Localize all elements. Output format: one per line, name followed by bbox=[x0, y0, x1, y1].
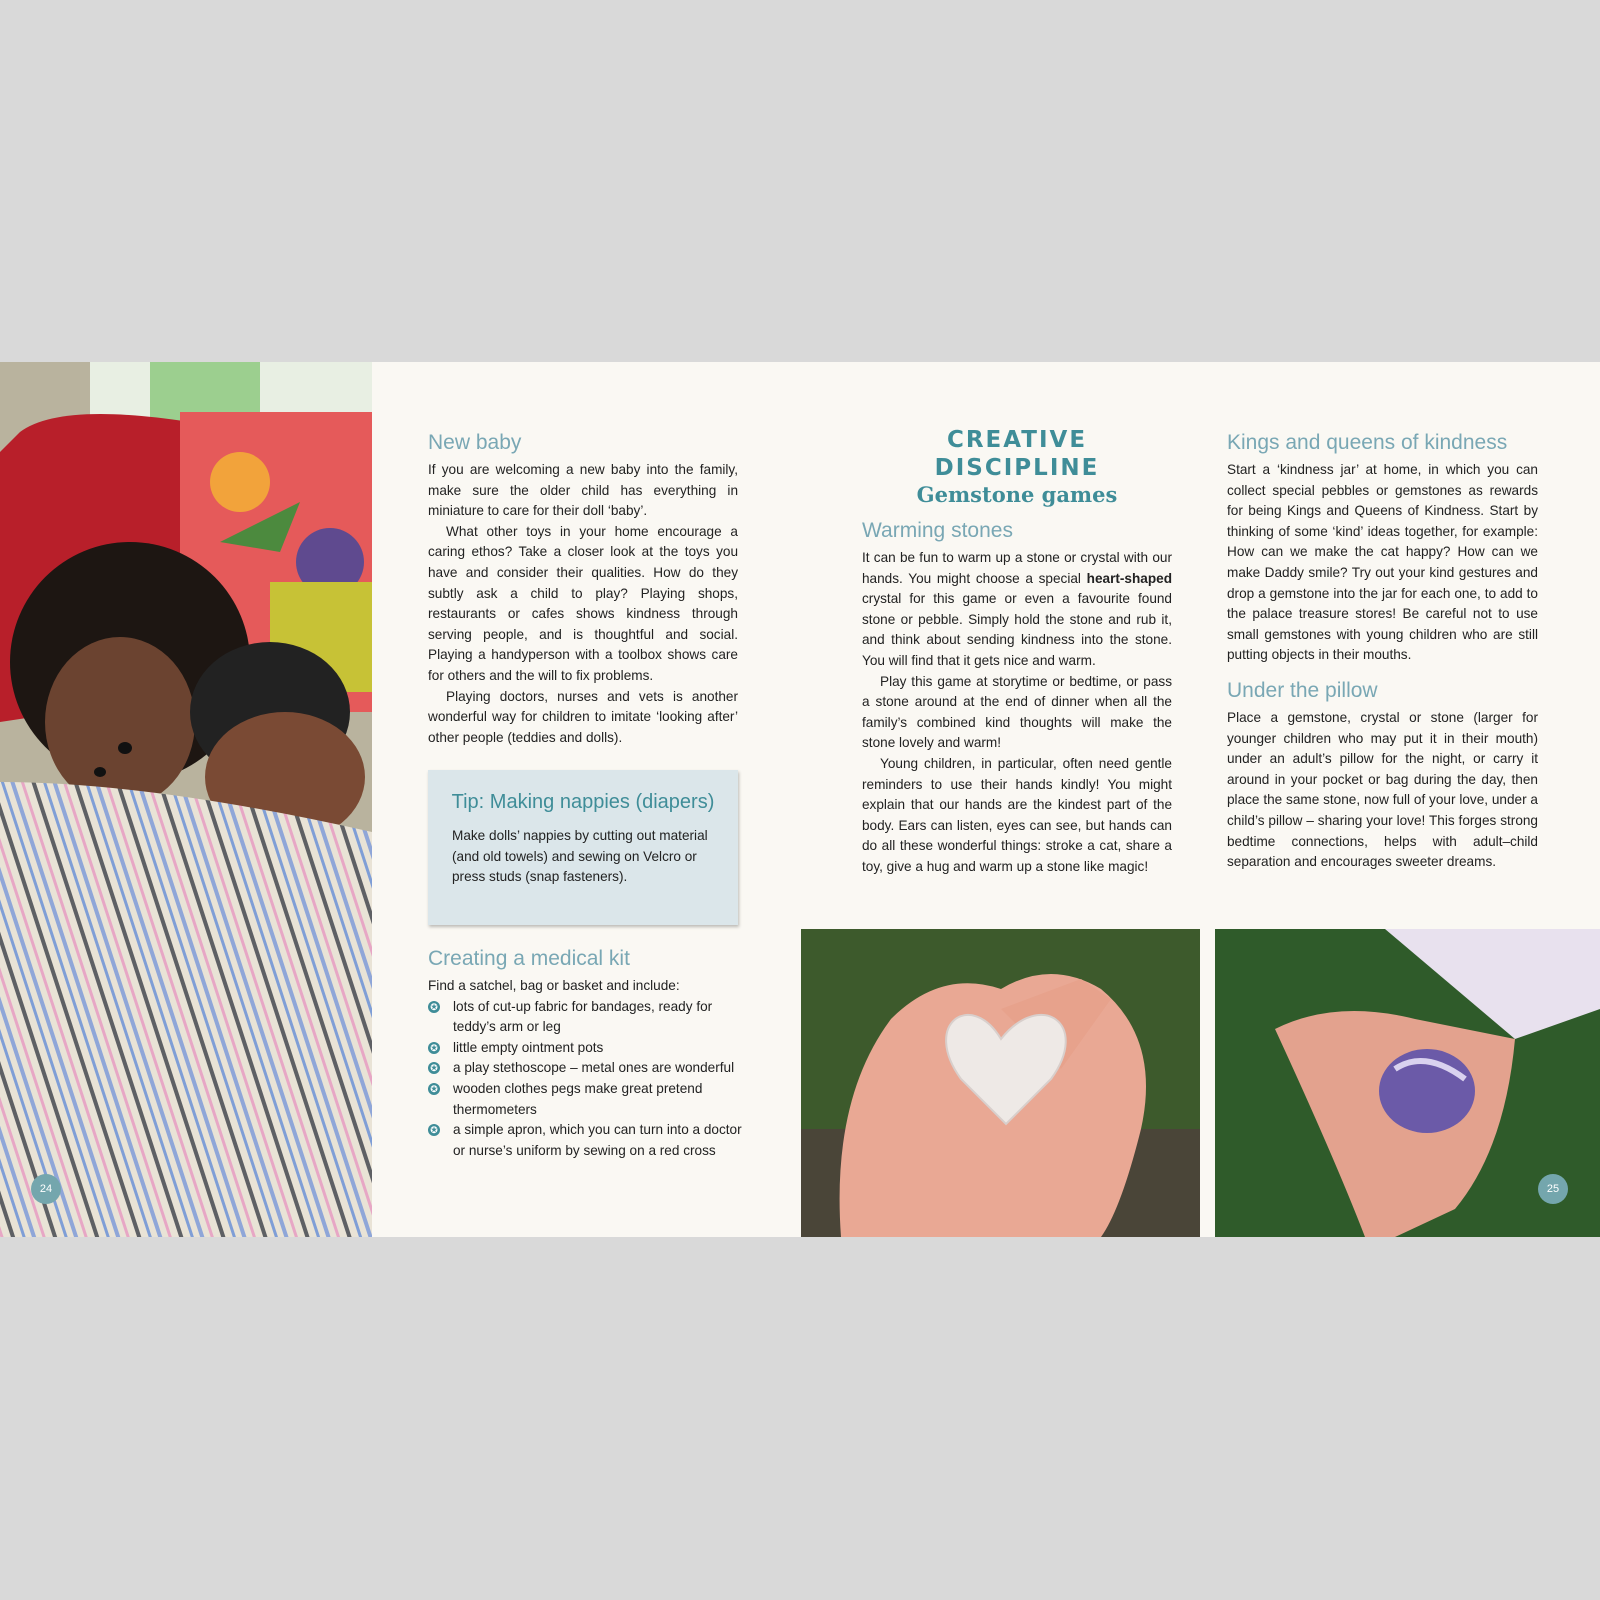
new-baby-paragraph-1: If you are welcoming a new baby into the family, make sure the older child has everything in miniature to care for their doll ‘baby’. bbox=[428, 462, 738, 519]
star-bullet-icon: ✪ bbox=[428, 1001, 440, 1013]
list-item: ✪ little empty ointment pots bbox=[428, 1038, 748, 1059]
list-item: ✪ a simple apron, which you can turn into a doctor or nurse’s uniform by sewing on a red cross bbox=[428, 1120, 748, 1161]
tip-title: Tip: Making nappies (diapers) bbox=[451, 791, 715, 813]
photo-heart-crystal bbox=[801, 929, 1200, 1237]
tip-box bbox=[428, 770, 738, 925]
medical-kit-section bbox=[428, 946, 748, 1161]
kindness-section bbox=[1227, 430, 1538, 873]
star-bullet-icon: ✪ bbox=[428, 1124, 440, 1136]
page-number-right: 25 bbox=[1538, 1174, 1568, 1204]
list-item: ✪ a play stethoscope – metal ones are wonderful bbox=[428, 1058, 748, 1079]
kings-paragraph: Start a ‘kindness jar’ at home, in which you can collect special pebbles or gemstones as rewards for being Kings and Queens of Kindness. Start by thinking of some ‘kind’ ideas together, for example: How can we make the cat happy? How can we make Daddy smile? Try out your kind gestures and drop a gemstone into the jar for each one, to add to the palace treasure stores! Be careful not to use small gemstones with young children who are still putting objects in their mouths. bbox=[1227, 462, 1538, 663]
star-bullet-icon: ✪ bbox=[428, 1042, 440, 1054]
book-spread bbox=[0, 362, 1600, 1237]
tip-body: Make dolls’ nappies by cutting out material (and old towels) and sewing on Velcro or press studs (snap fasteners). bbox=[452, 828, 708, 885]
medical-kit-intro: Find a satchel, bag or basket and include: bbox=[428, 978, 680, 993]
list-item: ✪ lots of cut-up fabric for bandages, ready for teddy’s arm or leg bbox=[428, 997, 748, 1038]
list-item: ✪ wooden clothes pegs make great pretend thermometers bbox=[428, 1079, 748, 1120]
star-bullet-icon: ✪ bbox=[428, 1083, 440, 1095]
medical-kit-heading: Creating a medical kit bbox=[428, 947, 630, 970]
new-baby-paragraph-2: What other toys in your home encourage a caring ethos? Take a closer look at the toys you have and consider their qualities. How do they subtly ask a child to play? Playing shops, restaurants or cafes shows kindness through serving people, and is thoughtful and social. Playing a handyperson with a toolbox shows care for others and the will to fix problems. bbox=[428, 523, 738, 683]
new-baby-paragraph-3: Playing doctors, nurses and vets is another wonderful way for children to imitate ‘looking after’ other people (teddies and dolls). bbox=[428, 688, 738, 745]
warming-paragraph-3: Young children, in particular, often need gentle reminders to use their hands kindly! You might explain that our hands are the kindest part of the body. Ears can listen, eyes can see, but hands can do all these wonderful things: stroke a cat, share a toy, give a hug and warm up a stone like magic! bbox=[862, 755, 1172, 874]
warming-paragraph-1: It can be fun to warm up a stone or crystal with our hands. You might choose a special heart-shaped crystal for this game or even a favourite found stone or pebble. Simply hold the stone and rub it, and think about sending kindness into the stone. You will find that it gets nice and warm. bbox=[862, 550, 1172, 668]
warming-stones-heading: Warming stones bbox=[862, 519, 1013, 542]
gemstone-games-section bbox=[862, 426, 1172, 878]
pillow-paragraph: Place a gemstone, crystal or stone (larger for younger children who may put it in their mouth) under an adult’s pillow for the night, or carry it around in your pocket or bag during the day, then place the same stone, now full of your love, under a child’s pillow – sharing your love! This forges strong bedtime connections, helps with adult–child separation and encourages sweeter dreams. bbox=[1227, 709, 1538, 870]
page-number-left: 24 bbox=[31, 1174, 61, 1204]
medical-kit-list bbox=[428, 997, 748, 1162]
section-subtitle: Gemstone games bbox=[916, 482, 1118, 507]
under-pillow-heading: Under the pillow bbox=[1227, 678, 1378, 702]
photo-girl-with-doll bbox=[0, 362, 372, 1237]
star-bullet-icon: ✪ bbox=[428, 1062, 440, 1074]
section-kicker: CREATIVE DISCIPLINE bbox=[934, 427, 1100, 481]
warming-paragraph-2: Play this game at storytime or bedtime, or pass a stone around at the end of dinner when all the family’s combined kind thoughts will make the stone lovely and warm! bbox=[862, 673, 1172, 751]
kings-queens-heading: Kings and queens of kindness bbox=[1227, 431, 1508, 454]
section-title bbox=[862, 426, 1172, 508]
new-baby-heading: New baby bbox=[428, 431, 522, 454]
new-baby-section bbox=[428, 430, 738, 748]
